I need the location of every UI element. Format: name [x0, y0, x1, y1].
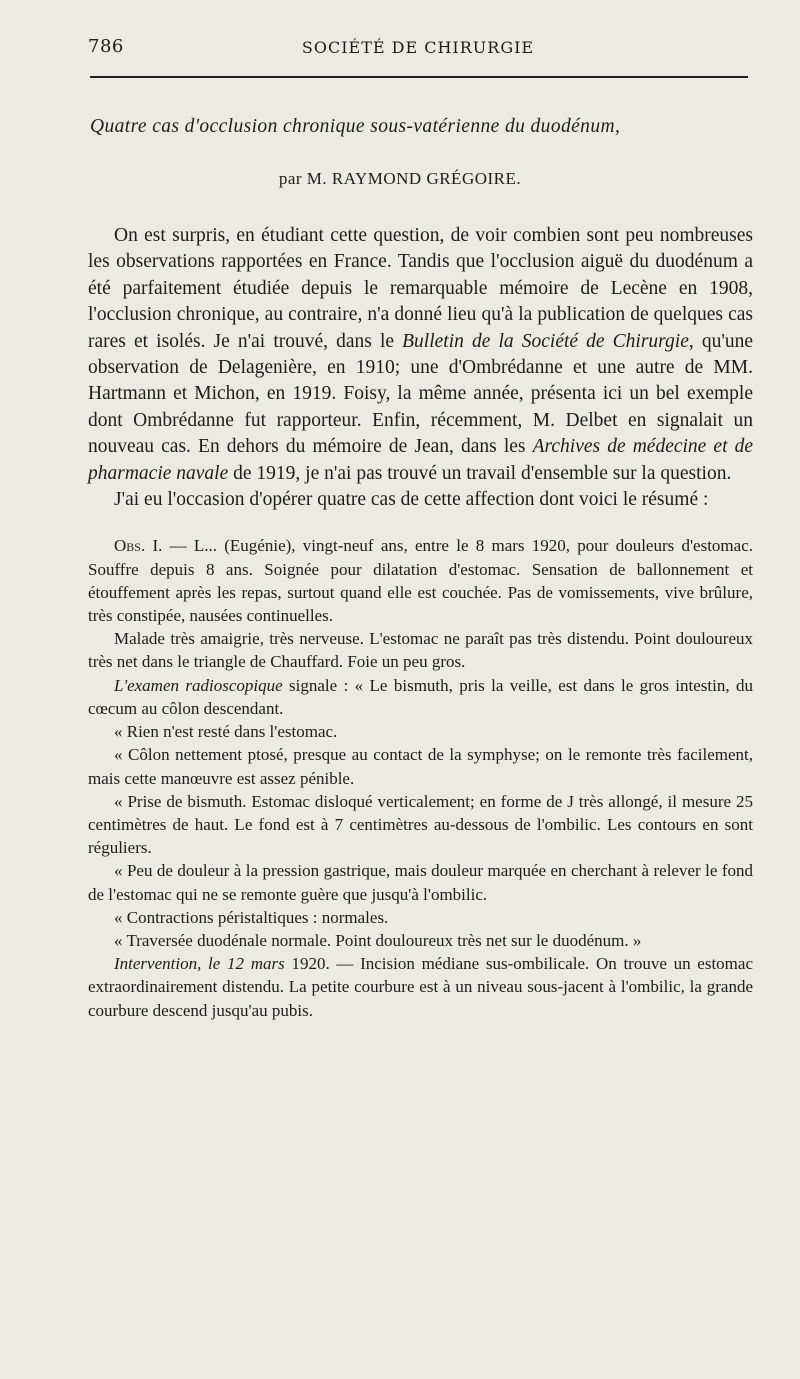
quote-paragraph: « Traversée duodénale normale. Point douloureux très net sur le duodénum. »	[114, 930, 642, 950]
obs-paragraph	[88, 534, 753, 627]
introduction	[88, 223, 753, 513]
page-header	[88, 36, 748, 60]
intro-text: , qu'une observation de Delagenière, en 1910; une d'Ombrédanne et une autre de MM. Hartmann et Michon, en 1919. Foisy, la même année, présenta ici un bel exemple dont Ombrédanne fut rapporteur. Enfin, récemment, M. Delbet en signalait un nouveau cas. En dehors du mémoire de Jean, dans les	[88, 330, 754, 458]
journal-title: Archives de médecine et de pharmacie navale	[88, 436, 753, 484]
intervention-text: 1920. — Incision médiane sus-ombilicale. On trouve un estomac extraordinairement distendu. La petite courbure est à un niveau sous-jacent à l'ombilic, la grande courbure descend jusqu'au pubis.	[88, 954, 753, 1020]
intro-text: de 1919, je n'ai pas trouvé un travail d'ensemble sur la question.	[228, 462, 732, 484]
intervention-paragraph	[88, 952, 753, 1022]
article-title: Quatre cas d'occlusion chronique sous-vatérienne du duodénum,	[90, 116, 621, 137]
exam-paragraph	[88, 674, 753, 720]
journal-title: Bulletin de la Société de Chirurgie	[402, 330, 689, 352]
running-title: SOCIÉTÉ DE CHIRURGIE	[301, 38, 535, 57]
quote-paragraph: « Prise de bismuth. Estomac disloqué verticalement; en forme de J très allongé, il mesure 25 centimètres de haut. Le fond est à 7 centimètres au-dessous de l'ombilic. Les contours en sont réguliers.	[88, 791, 753, 858]
clinical-paragraph: Malade très amaigrie, très nerveuse. L'estomac ne paraît pas très distendu. Point douloureux très net dans le triangle de Chauffard. Foie un peu gros.	[88, 629, 753, 672]
header-rule	[90, 76, 748, 78]
quote-paragraph: « Contractions péristaltiques : normales.	[114, 907, 389, 927]
intro-text: On est surpris, en étudiant cette question, de voir combien sont peu nombreuses les observations rapportées en France. Tandis que l'occlusion aiguë du duodénum a été parfaitement étudiée depuis le remarquable mémoire de Lecène en 1908, l'occlusion chronique, au contraire, n'a donné lieu qu'à la publication de quelques cas rares et isolés. Je n'ai trouvé, dans le	[88, 225, 753, 352]
exam-label: L'examen radioscopique	[114, 675, 283, 695]
observation-1	[88, 534, 753, 1021]
quote-paragraph: « Peu de douleur à la pression gastrique, mais douleur marquée en cherchant à relever le fond de l'estomac qui ne se remonte guère que jusqu'à l'ombilic.	[88, 861, 753, 904]
exam-text: signale : « Le bismuth, pris la veille, est dans le gros intestin, du cœcum au côlon descendant.	[88, 675, 753, 718]
quote-paragraph: « Côlon nettement ptosé, presque au contact de la symphyse; on le remonte très facilement, mais cette manœuvre est assez pénible.	[88, 745, 753, 788]
quote-paragraph: « Rien n'est resté dans l'estomac.	[114, 722, 338, 742]
obs-text: — L... (Eugénie), vingt-neuf ans, entre le 8 mars 1920, pour douleurs d'estomac. Souffre depuis 8 ans. Soignée pour dilatation d'estomac. Sensation de ballonnement et étouffement après les repas, surtout quand elle est couchée. Pas de vomissements, vive brûlure, très constipée, nausées continuelles.	[88, 536, 753, 626]
article-body	[88, 223, 753, 1022]
intervention-label: Intervention, le 12 mars	[114, 954, 285, 974]
article-author: par M. RAYMOND GRÉGOIRE.	[278, 169, 522, 188]
intro-paragraph-1	[88, 223, 753, 487]
intro-paragraph-2: J'ai eu l'occasion d'opérer quatre cas de cette affection dont voici le résumé :	[114, 489, 709, 511]
page-number: 786	[88, 36, 124, 57]
obs-label: Obs. I.	[114, 536, 163, 556]
